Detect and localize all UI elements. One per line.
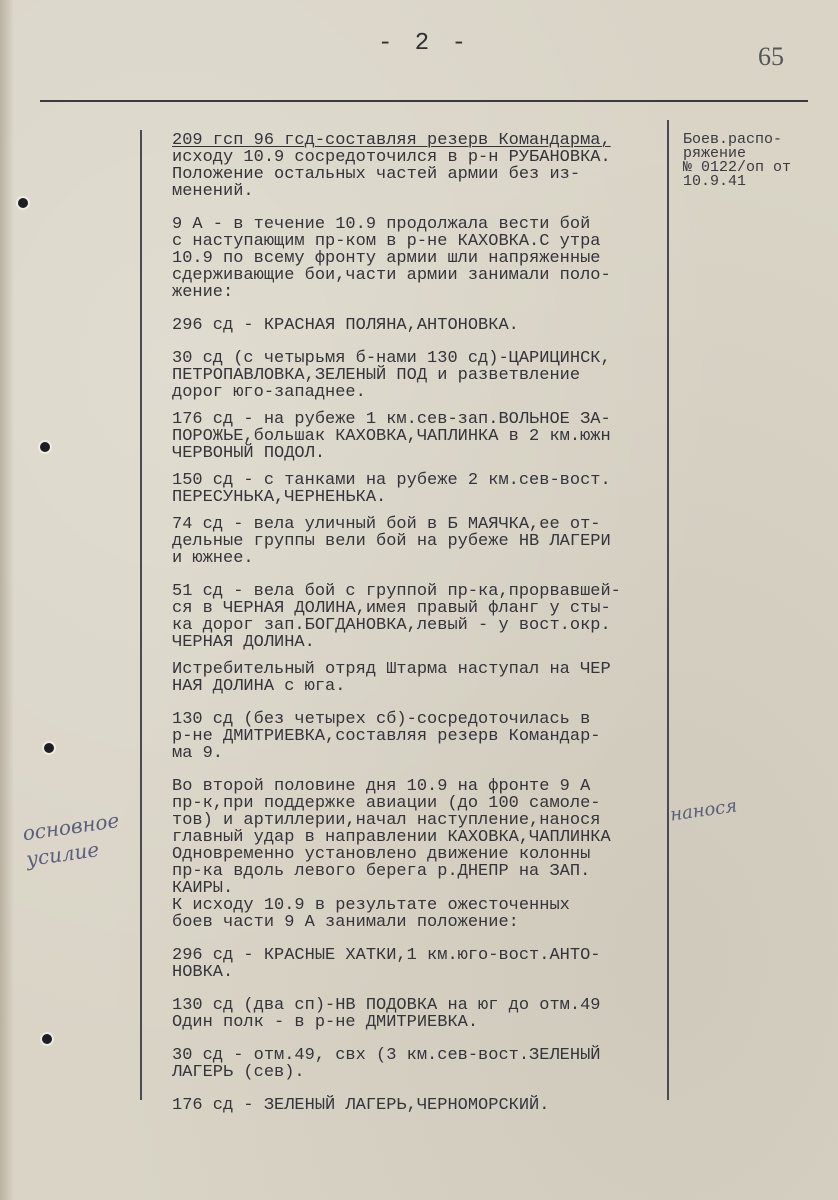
text-line: 51 сд - вела бой с группой пр-ка,прорвавшей- (172, 582, 621, 601)
paragraph-evening (172, 897, 662, 931)
punch-hole (42, 1034, 52, 1044)
paragraph-130-evening (172, 997, 662, 1031)
paragraph-296 (172, 317, 662, 334)
paragraph-reserve (172, 132, 662, 200)
text-line: жение: (172, 283, 234, 302)
text-line: 176 сд - на рубеже 1 км.сев-зап.ВОЛЬНОЕ ЗА- (172, 410, 611, 429)
text-line: исходу 10.9 сосредоточился в р-н РУБАНОВКА. (172, 148, 611, 167)
text-line: 296 сд - КРАСНАЯ ПОЛЯНА,АНТОНОВКА. (172, 316, 519, 335)
text-line: Положение остальных частей армии без из- (172, 165, 581, 184)
text-line: ПЕТРОПАВЛОВКА,ЗЕЛЕНЫЙ ПОД и разветвление (172, 366, 581, 385)
text-line: ПЕРЕСУНЬКА,ЧЕРНЕНЬКА. (172, 488, 387, 507)
sidenote-line: 10.9.41 (683, 173, 747, 190)
text-line: р-не ДМИТРИЕВКА,составляя резерв Командар- (172, 727, 601, 746)
paragraph-30-evening (172, 1047, 662, 1081)
text-line: 209 гсп 96 гсд-составляя резерв Командарма, (172, 131, 611, 150)
punch-hole (40, 442, 50, 452)
paragraph-176 (172, 411, 662, 462)
handwritten-margin-note: основное усилие (21, 808, 121, 872)
text-line: Во второй половине дня 10.9 на фронте 9 А (172, 777, 591, 796)
text-line: ЧЕРВОНЫЙ ПОДОЛ. (172, 444, 326, 463)
text-line: пр-к,при поддержке авиации (до 100 самоле- (172, 794, 601, 813)
text-line: 176 сд - ЗЕЛЕНЫЙ ЛАГЕРЬ,ЧЕРНОМОРСКИЙ. (172, 1096, 550, 1115)
left-margin-rule (140, 130, 142, 1100)
text-line: Один полк - в р-не ДМИТРИЕВКА. (172, 1013, 479, 1032)
text-line: и южнее. (172, 549, 254, 568)
page-edge-shadow (0, 0, 14, 1200)
text-line: НОВКА. (172, 963, 234, 982)
page-number: - 2 - (378, 30, 471, 57)
paragraph-9a (172, 216, 662, 301)
order-reference-note (683, 133, 833, 189)
paragraph-130 (172, 711, 662, 762)
text-line: сдерживающие бои,части армии занимали поло- (172, 266, 611, 285)
folio-number: 65 (758, 42, 784, 71)
text-line: 10.9 по всему фронту армии шли напряженные (172, 249, 601, 268)
text-line: К исходу 10.9 в результате ожесточенных (172, 896, 570, 915)
text-line: Истребительный отряд Штарма наступал на ЧЕР (172, 660, 611, 679)
text-line: 30 сд - отм.49, свх (3 км.сев-вост.ЗЕЛЕНЫЙ (172, 1046, 601, 1065)
right-column-rule (667, 120, 669, 1100)
punch-hole (18, 198, 28, 208)
text-line: ма 9. (172, 744, 224, 763)
text-line: 150 сд - с танками на рубеже 2 км.сев-вост. (172, 471, 611, 490)
text-line: 9 А - в течение 10.9 продолжала вести бой (172, 215, 591, 234)
report-body (172, 132, 662, 1114)
text-line: с наступающим пр-ком в р-не КАХОВКА.С утра (172, 232, 601, 251)
text-line: ся в ЧЕРНАЯ ДОЛИНА,имея правый фланг у сты- (172, 599, 611, 618)
text-line: 130 сд (два сп)-НВ ПОДОВКА на юг до отм.49 (172, 996, 601, 1015)
text-line: Одновременно установлено движение колонны (172, 845, 591, 864)
text-line: главный удар в направлении КАХОВКА,ЧАПЛИНКА (172, 828, 611, 847)
text-line: дельные группы вели бой на рубеже НВ ЛАГЕРИ (172, 532, 611, 551)
text-line: ка дорог зап.БОГДАНОВКА,левый - у вост.окр. (172, 616, 611, 635)
text-line: 296 сд - КРАСНЫЕ ХАТКИ,1 км.юго-вост.АНТО- (172, 946, 601, 965)
text-line: 30 сд (с четырьмя б-нами 130 сд)-ЦАРИЦИНСК, (172, 349, 611, 368)
top-rule (40, 100, 808, 102)
paragraph-30 (172, 350, 662, 401)
text-line: боев части 9 А занимали положение: (172, 913, 519, 932)
paragraph-296-evening (172, 947, 662, 981)
text-line: ЧЕРНАЯ ДОЛИНА. (172, 633, 315, 652)
paragraph-offensive (172, 778, 662, 897)
sidenote-line: № 0122/оп от (683, 159, 792, 176)
text-line: НАЯ ДОЛИНА с юга. (172, 677, 346, 696)
paragraph-74 (172, 516, 662, 567)
sidenote-line: ряжение (683, 145, 747, 162)
paragraph-150 (172, 472, 662, 506)
text-line: менений. (172, 182, 254, 201)
text-line: тов) и артиллерии,начал наступление,нанося (172, 811, 601, 830)
text-line: 74 сд - вела уличный бой в Б МАЯЧКА,ее от- (172, 515, 601, 534)
handwritten-insert-note: нанося (668, 795, 739, 826)
paragraph-51 (172, 583, 662, 651)
text-line: ПОРОЖЬЕ,большак КАХОВКА,ЧАПЛИНКА в 2 км.южн (172, 427, 611, 446)
sidenote-line: Боев.распо- (683, 131, 783, 148)
paragraph-176-evening (172, 1097, 662, 1114)
paragraph-istrebitelny (172, 661, 662, 695)
punch-hole (44, 743, 54, 753)
text-line: КАИРЫ. (172, 879, 234, 898)
text-line: пр-ка вдоль левого берега р.ДНЕПР на ЗАП. (172, 862, 591, 881)
text-line: дорог юго-западнее. (172, 383, 366, 402)
text-line: 130 сд (без четырех сб)-сосредоточилась в (172, 710, 591, 729)
text-line: ЛАГЕРЬ (сев). (172, 1063, 305, 1082)
